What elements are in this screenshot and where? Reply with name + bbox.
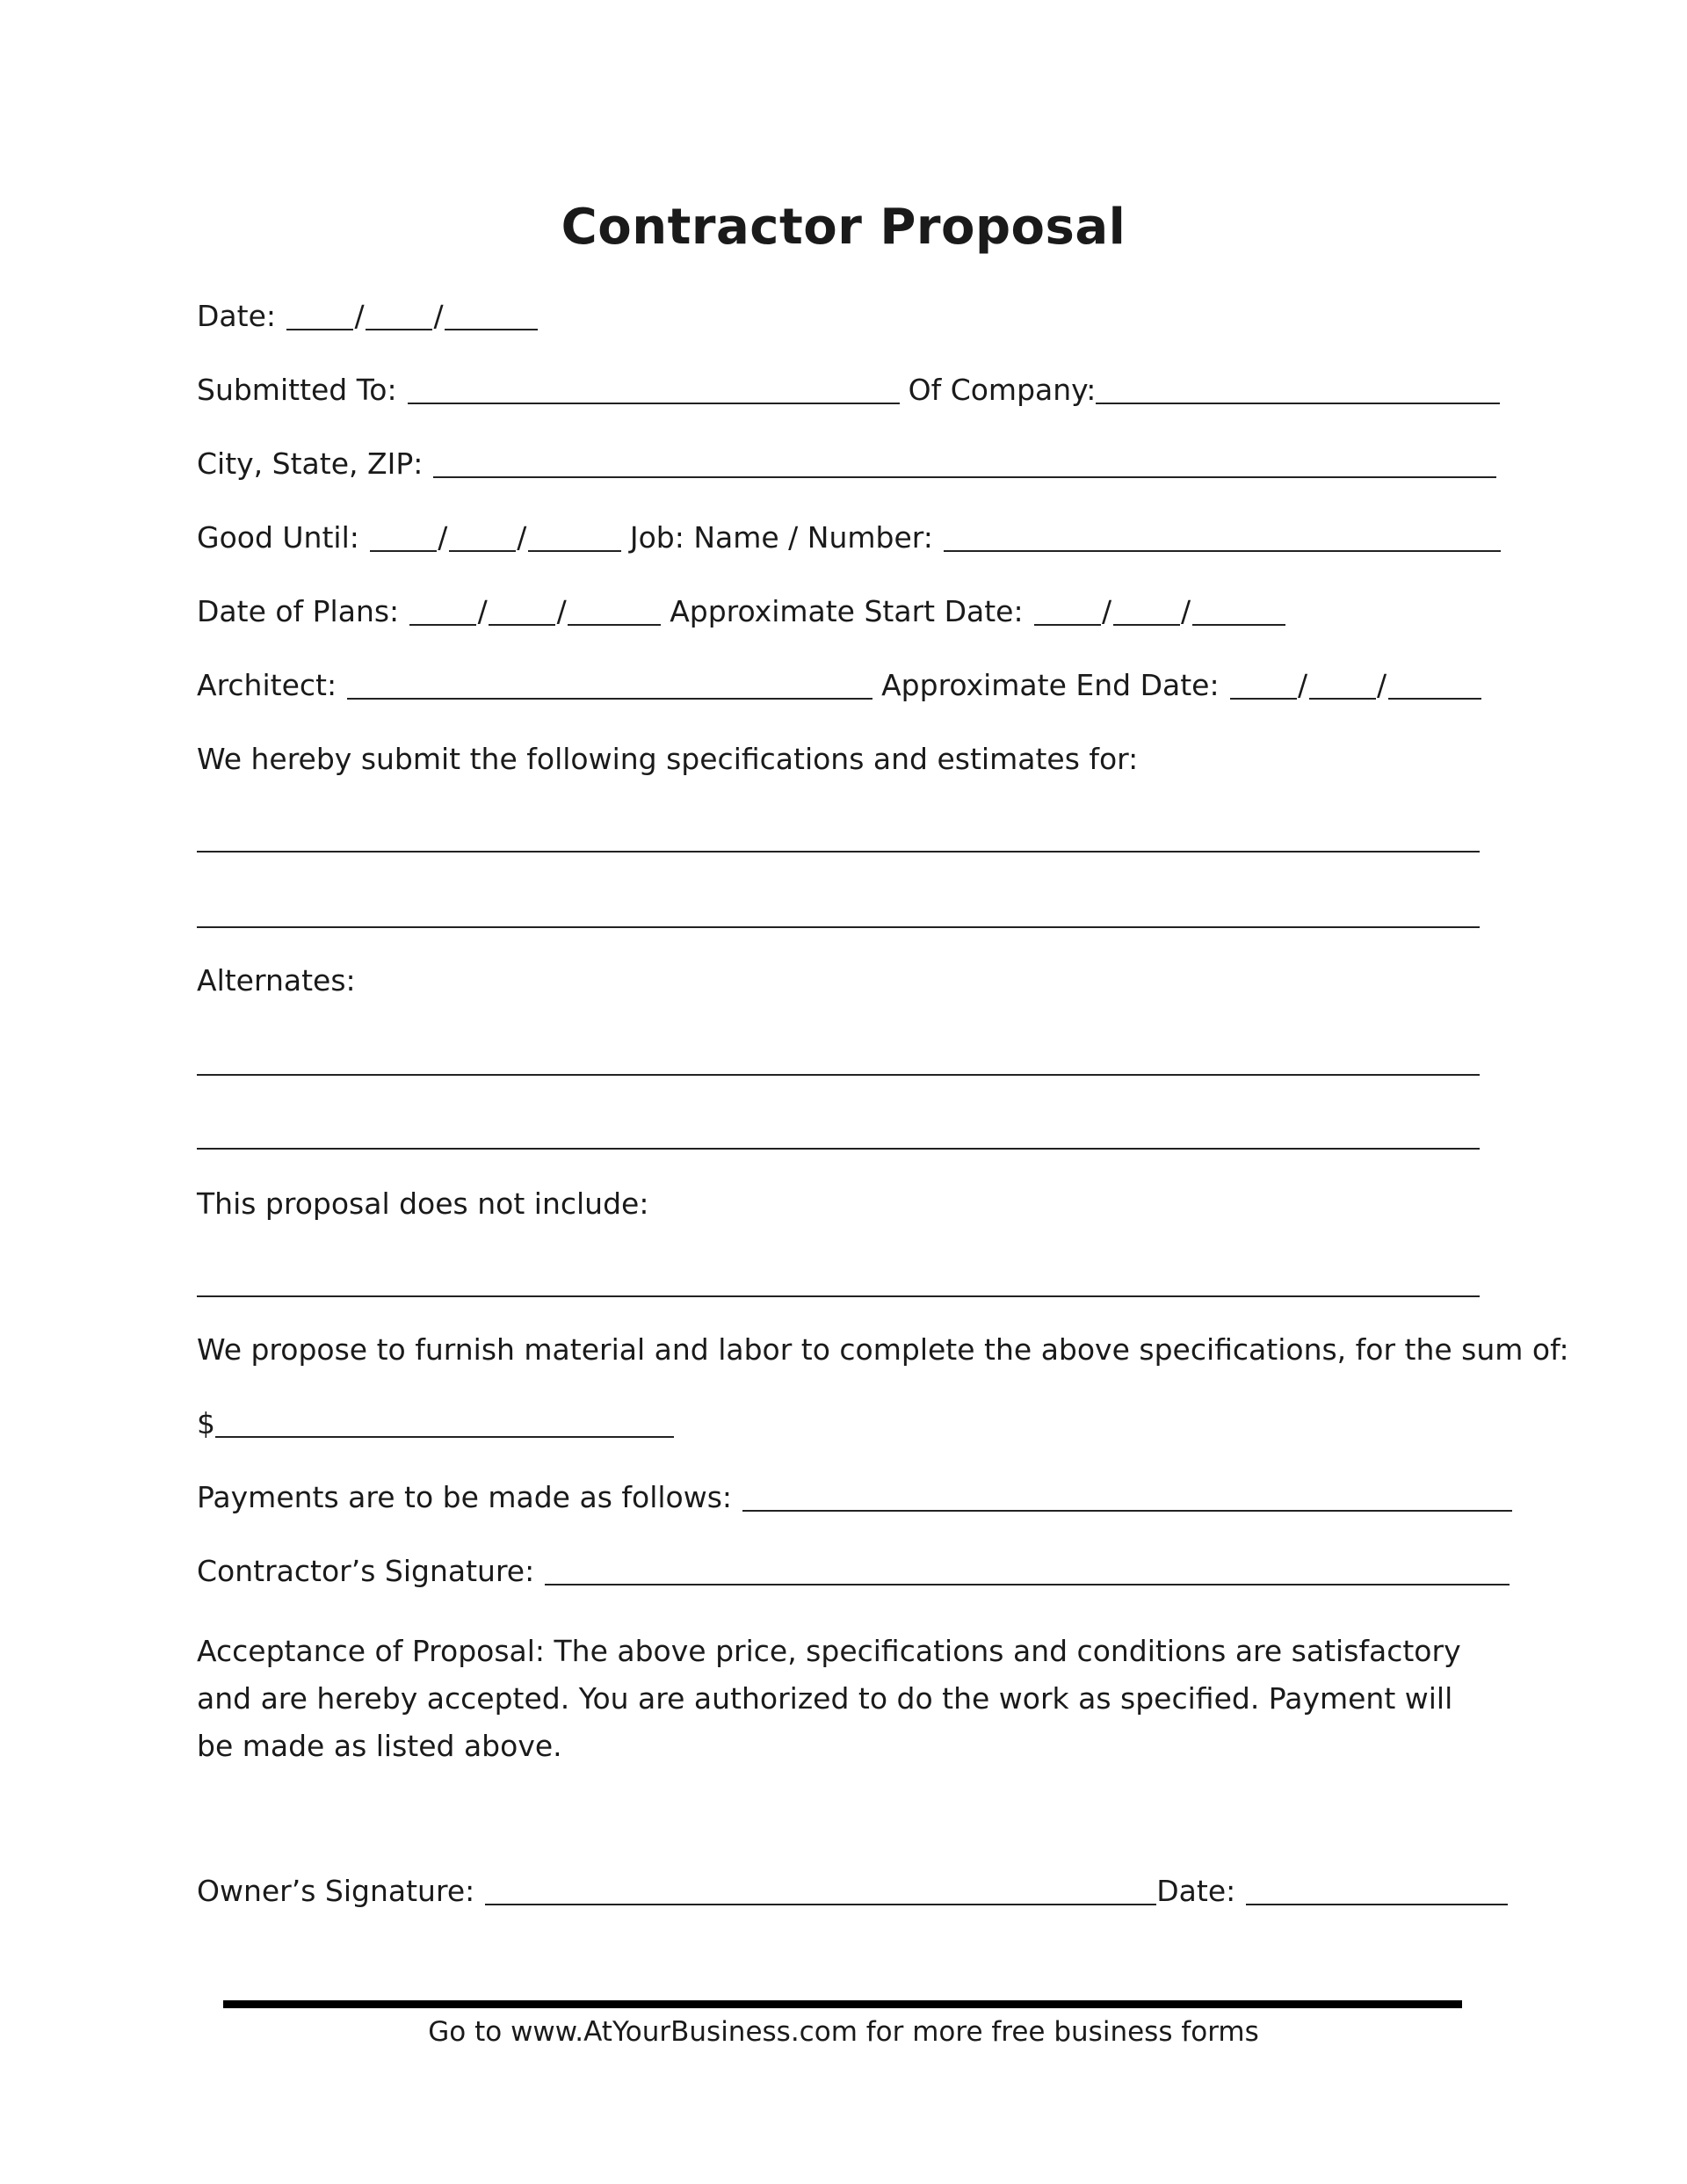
- end-day-blank[interactable]: [1309, 668, 1376, 700]
- good-until-label: Good Until:: [197, 520, 359, 555]
- owner-date-label: Date:: [1156, 1874, 1236, 1908]
- good-until-day-blank[interactable]: [449, 520, 516, 552]
- end-year-blank[interactable]: [1388, 668, 1481, 700]
- approx-end-date-label: Approximate End Date:: [881, 668, 1220, 702]
- date-year-blank[interactable]: [445, 299, 538, 330]
- city-state-zip-blank[interactable]: [433, 446, 1496, 478]
- date-separator: /: [1377, 668, 1387, 702]
- contractor-signature-blank[interactable]: [545, 1554, 1510, 1585]
- date-month-blank[interactable]: [286, 299, 353, 330]
- acceptance-paragraph: Acceptance of Proposal: The above price, specifications and conditions are satisfactory and are hereby accepted. You are authorized to do the work as specified. Payment will be made as listed above.: [197, 1634, 1461, 1763]
- architect-label: Architect:: [197, 668, 337, 702]
- of-company-blank[interactable]: [1096, 373, 1500, 404]
- city-state-zip-label: City, State, ZIP:: [197, 446, 424, 481]
- date-separator: /: [477, 594, 488, 628]
- of-company-label: Of Company:: [908, 373, 1097, 407]
- architect-blank[interactable]: [347, 668, 872, 700]
- city-state-zip-row: [197, 446, 1496, 482]
- contractor-signature-row: [197, 1554, 1510, 1589]
- owner-date-blank[interactable]: [1246, 1874, 1508, 1905]
- date-separator: /: [1298, 668, 1308, 702]
- date-separator: /: [354, 299, 365, 333]
- payments-label: Payments are to be made as follows:: [197, 1480, 733, 1514]
- alternates-line-1[interactable]: [197, 1074, 1480, 1076]
- specifications-intro-label: We hereby submit the following specifications and estimates for:: [197, 742, 1139, 776]
- start-year-blank[interactable]: [1192, 594, 1285, 626]
- owner-signature-label: Owner’s Signature:: [197, 1874, 475, 1908]
- plans-day-blank[interactable]: [489, 594, 555, 626]
- architect-row: [197, 668, 1481, 703]
- date-of-plans-label: Date of Plans:: [197, 594, 400, 628]
- propose-sum-label: We propose to furnish material and labor to complete the above specifications, for the sum of:: [197, 1332, 1569, 1367]
- good-until-month-blank[interactable]: [370, 520, 437, 552]
- specifications-line-1[interactable]: [197, 851, 1480, 853]
- alternates-row: [197, 963, 356, 998]
- date-row: [197, 299, 538, 334]
- date-separator: /: [1181, 594, 1191, 628]
- submitted-to-blank[interactable]: [408, 373, 900, 404]
- date-label: Date:: [197, 299, 276, 333]
- alternates-label: Alternates:: [197, 963, 356, 998]
- good-until-row: [197, 520, 1501, 555]
- submitted-to-row: [197, 373, 1500, 408]
- job-name-number-blank[interactable]: [944, 520, 1501, 552]
- not-include-line[interactable]: [197, 1295, 1480, 1297]
- date-separator: /: [517, 520, 527, 555]
- start-month-blank[interactable]: [1034, 594, 1101, 626]
- specifications-intro-row: [197, 742, 1138, 777]
- end-month-blank[interactable]: [1230, 668, 1297, 700]
- approx-start-date-label: Approximate Start Date:: [670, 594, 1024, 628]
- good-until-year-blank[interactable]: [528, 520, 621, 552]
- owner-signature-blank[interactable]: [485, 1874, 1156, 1905]
- not-include-row: [197, 1186, 648, 1222]
- contractor-signature-label: Contractor’s Signature:: [197, 1554, 535, 1588]
- not-include-label: This proposal does not include:: [197, 1186, 649, 1221]
- specifications-line-2[interactable]: [197, 926, 1480, 928]
- date-separator: /: [438, 520, 448, 555]
- date-separator: /: [556, 594, 567, 628]
- payments-row: [197, 1480, 1512, 1515]
- job-name-number-label: Job: Name / Number:: [629, 520, 933, 555]
- submitted-to-label: Submitted To:: [197, 373, 397, 407]
- alternates-line-2[interactable]: [197, 1148, 1480, 1150]
- sum-blank[interactable]: [215, 1406, 674, 1438]
- date-day-blank[interactable]: [366, 299, 432, 330]
- date-separator: /: [433, 299, 444, 333]
- propose-sum-row: [197, 1332, 1569, 1368]
- dollar-sign: $: [197, 1406, 215, 1440]
- footer-divider: [223, 2000, 1462, 2008]
- sum-row: [197, 1406, 674, 1441]
- page-title: Contractor Proposal: [561, 199, 1126, 256]
- date-separator: /: [1102, 594, 1112, 628]
- start-day-blank[interactable]: [1113, 594, 1180, 626]
- plans-year-blank[interactable]: [568, 594, 661, 626]
- owner-signature-row: [197, 1874, 1508, 1909]
- footer-text: Go to www.AtYourBusiness.com for more free business forms: [428, 2016, 1259, 2048]
- plans-month-blank[interactable]: [409, 594, 476, 626]
- date-of-plans-row: [197, 594, 1285, 629]
- payments-blank[interactable]: [742, 1480, 1512, 1512]
